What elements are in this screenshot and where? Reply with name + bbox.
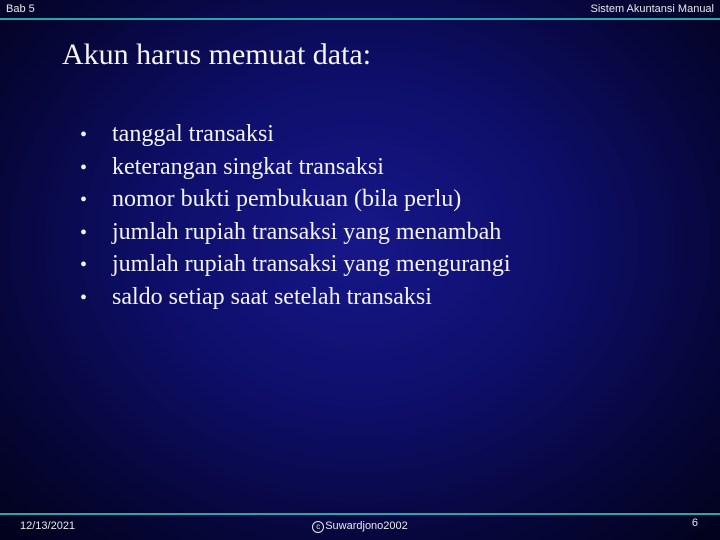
bullet-item	[80, 183, 511, 216]
bullet-text: nomor bukti pembukuan (bila perlu)	[112, 186, 462, 212]
bullet-icon: •	[80, 124, 88, 146]
bullet-item	[80, 216, 511, 249]
bullet-icon: •	[80, 254, 88, 276]
bullet-text: keterangan singkat transaksi	[112, 153, 384, 180]
page-number: 6	[691, 517, 698, 529]
bullet-icon: •	[80, 286, 88, 309]
bullet-text: saldo setiap saat setelah transaksi	[112, 283, 432, 310]
bullet-item	[80, 151, 511, 184]
copyright-icon: c	[312, 521, 324, 533]
bullet-icon: •	[80, 221, 88, 244]
header-course-title: Sistem Akuntansi Manual	[590, 3, 714, 15]
footer-date: 12/13/2021	[20, 520, 76, 532]
bullet-icon: •	[80, 189, 88, 211]
footer-copyright	[0, 520, 720, 533]
slide-title: Akun harus memuat data:	[62, 38, 372, 71]
bullet-list	[80, 118, 511, 313]
bullet-text: tanggal transaksi	[112, 121, 274, 147]
footer-divider	[0, 513, 720, 515]
bullet-item	[80, 248, 511, 281]
bullet-item	[80, 118, 511, 151]
footer-author: Suwardjono2002	[325, 520, 408, 532]
bullet-icon: •	[80, 156, 88, 179]
bullet-item	[80, 281, 511, 314]
header-chapter-label: Bab 5	[6, 3, 35, 15]
bullet-text: jumlah rupiah transaksi yang menambah	[112, 218, 502, 245]
bullet-text: jumlah rupiah transaksi yang mengurangi	[112, 251, 511, 277]
header-divider	[0, 18, 720, 20]
